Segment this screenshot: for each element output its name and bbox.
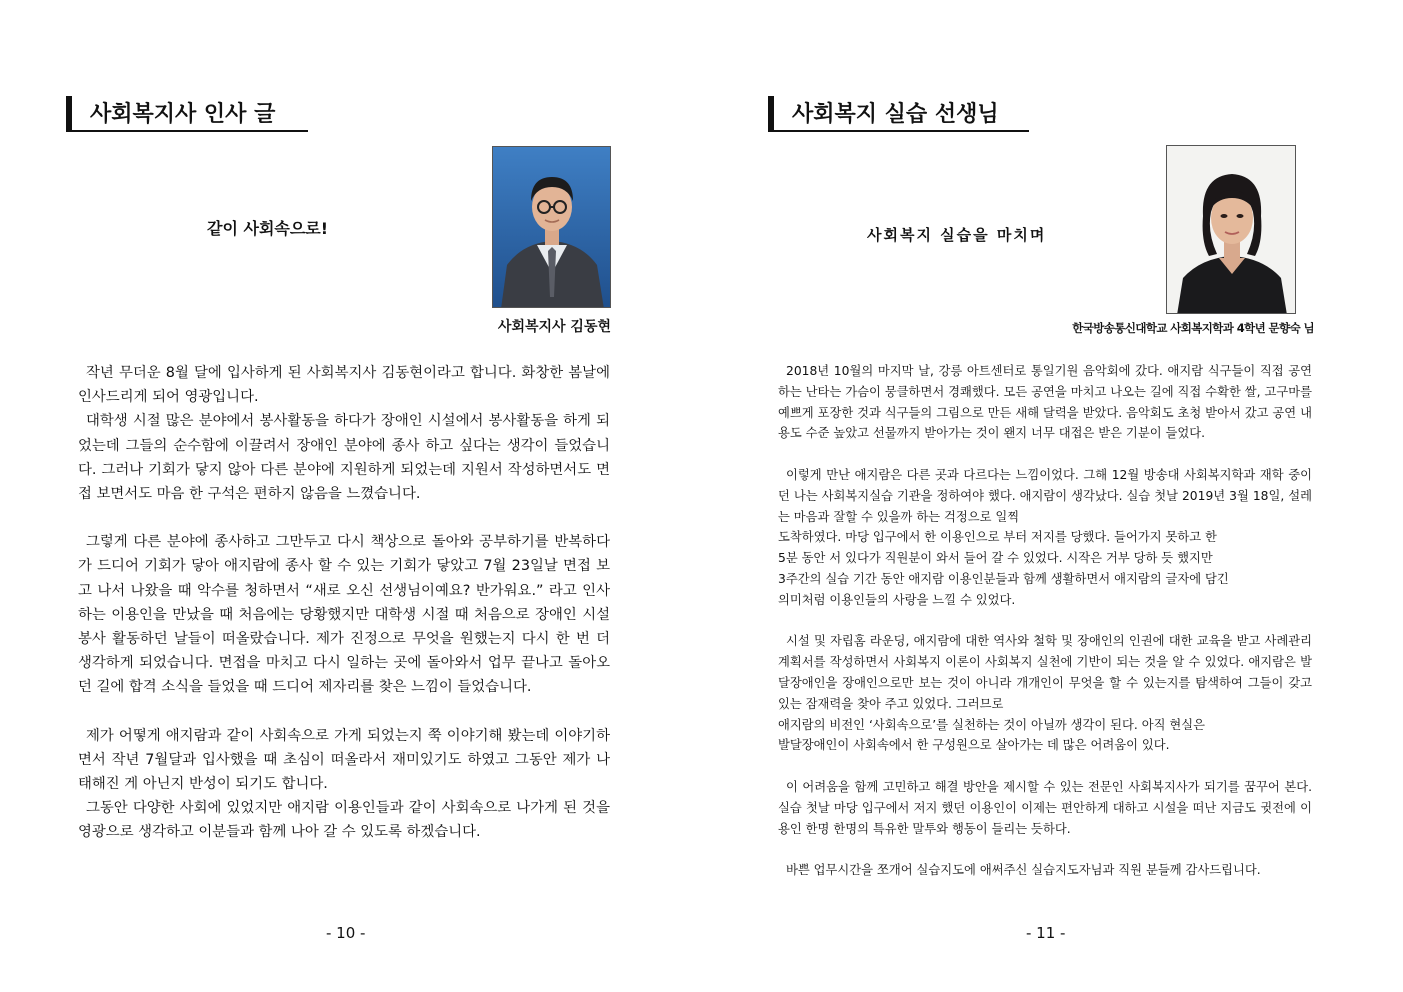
right-page <box>700 0 1403 992</box>
portrait-photo <box>492 146 611 308</box>
paragraph: 대학생 시절 많은 분야에서 봉사활동을 하다가 장애인 시설에서 봉사활동을 하게 되었는데 그들의 순수함에 이끌려서 장애인 분야에 종사 하고 싶다는 생각이 들었습니다. 그러나 기회가 닿지 않아 다른 분야에 지원하게 되었는데 지원서 작성하면서도 면접 보면서도 마음 한 구석은 편하지 않음을 느꼈습니다. <box>78 413 610 503</box>
paragraph: 바쁜 업무시간을 쪼개어 실습지도에 애써주신 실습지도자님과 직원 분들께 감사드립니다. <box>786 863 1261 878</box>
paragraph: 2018년 10월의 마지막 날, 강릉 아트센터로 통일기원 음악회에 갔다. 애지람 식구들이 직접 공연하는 난타는 가슴이 뭉클하면서 경쾌했다. 모든 공연을 마치고 나오는 길에 직접 수확한 쌀, 고구마를 예쁘게 포장한 것과 식구들의 그림으로 만든 새해 달력을 받았다. 음악회도 초청 받아서 갔고 공연 내용도 수준 높았고 선물까지 받아가는 것이 왠지 너무 대접은 받은 기분이 들었다. <box>778 364 1312 441</box>
paragraph: 제가 어떻게 애지람과 같이 사회속으로 가게 되었는지 쭉 이야기해 봤는데 이야기하면서 작년 7월달과 입사했을 때 초심이 떠올라서 재미있기도 하였고 그동안 제가 나태해진 게 아닌지 반성이 되기도 합니다. <box>78 727 610 793</box>
author-byline: 한국방송통신대학교 사회복지학과 4학년 문향숙 님 <box>1072 321 1314 335</box>
paragraph: 그렇게 다른 분야에 종사하고 그만두고 다시 책상으로 돌아와 공부하기를 반복하다가 드디어 기회가 닿아 애지람에 종사 할 수 있는 기회가 닿았고 7월 23일날 면접 보고 나서 나왔을 때 악수를 청하면서 “새로 오신 선생님이예요? 반가워요.” 라고 인사하는 이용인을 만났을 때 처음에는 당황했지만 대학생 시절 때 처음으로 장애인 시설 봉사 활동하던 날들이 떠올랐습니다. 제가 진정으로 무엇을 원했는지 다시 한 번 더 생각하게 되었습니다. 면접을 마치고 다시 일하는 곳에 돌아와서 업무 끝나고 돌아오던 길에 합격 소식을 들었을 때 드디어 제자리를 찾은 느낌이 들었습니다. <box>78 534 610 696</box>
page-number: - 11 - <box>1026 924 1066 942</box>
article-body <box>778 361 1312 881</box>
paragraph: 시설 및 자립홈 라운딩, 애지람에 대한 역사와 철학 및 장애인의 인권에 대한 교육을 받고 사례관리 계획서를 작성하면서 사회복지 이론이 사회복지 실천에 기반이 되는 것을 알 수 있었다. 애지람은 발달장애인을 장애인으로만 보는 것이 아니라 개개인이 무엇을 할 수 있는지를 탐색하여 그들이 갖고 있는 잠재력을 찾아 주고 있었다. 그러므로 애지람의 비전인 ‘사회속으로’를 실천하는 것이 아닐까 생각이 된다. 아직 현실은 발달장애인이 사회속에서 한 구성원으로 살아가는 데 많은 어려움이 있다. <box>778 634 1312 753</box>
paragraph: 이렇게 만난 애지람은 다른 곳과 다르다는 느낌이었다. 그해 12월 방송대 사회복지학과 재학 중이던 나는 사회복지실습 기관을 정하여야 했다. 애지람이 생각났다. 실습 첫날 2019년 3월 18일, 설레는 마음과 잘할 수 있을까 하는 걱정으로 일찍 도착하였다. 마당 입구에서 한 이용인으로 부터 저지를 당했다. 들어가지 못하고 한 5분 동안 서 있다가 직원분이 와서 들어 갈 수 있었다. 시작은 거부 당하 듯 했지만 3주간의 실습 기간 동안 애지람 이용인분들과 함께 생활하면서 애지람의 글자에 담긴 의미처럼 이용인들의 사랑을 느낄 수 있었다. <box>778 467 1312 607</box>
paragraph: 작년 무더운 8월 달에 입사하게 된 사회복지사 김동현이라고 합니다. 화창한 봄날에 인사드리게 되어 영광입니다. <box>78 365 610 406</box>
author-byline: 사회복지사 김동현 <box>497 319 611 335</box>
paragraph: 그동안 다양한 사회에 있었지만 애지람 이용인들과 같이 사회속으로 나가게 된 것을 영광으로 생각하고 이분들과 함께 나아 갈 수 있도록 하겠습니다. <box>78 800 610 841</box>
article-body <box>78 361 610 845</box>
paragraph: 이 어려움을 함께 고민하고 해결 방안을 제시할 수 있는 전문인 사회복지사가 되기를 꿈꾸어 본다. 실습 첫날 마당 입구에서 저지 했던 이용인이 이제는 편안하게 대하고 시설을 떠난 지금도 귓전에 이용인 한명 한명의 특유한 말투와 행동이 들리는 듯하다. <box>778 779 1312 836</box>
section-title: 사회복지 실습 선생님 <box>768 96 1029 132</box>
article-subtitle: 같이 사회속으로! <box>207 219 329 238</box>
section-title: 사회복지사 인사 글 <box>66 96 308 132</box>
left-page <box>0 0 700 992</box>
article-subtitle: 사회복지 실습을 마치며 <box>867 226 1047 244</box>
page-number: - 10 - <box>326 924 366 942</box>
portrait-photo <box>1166 145 1296 314</box>
